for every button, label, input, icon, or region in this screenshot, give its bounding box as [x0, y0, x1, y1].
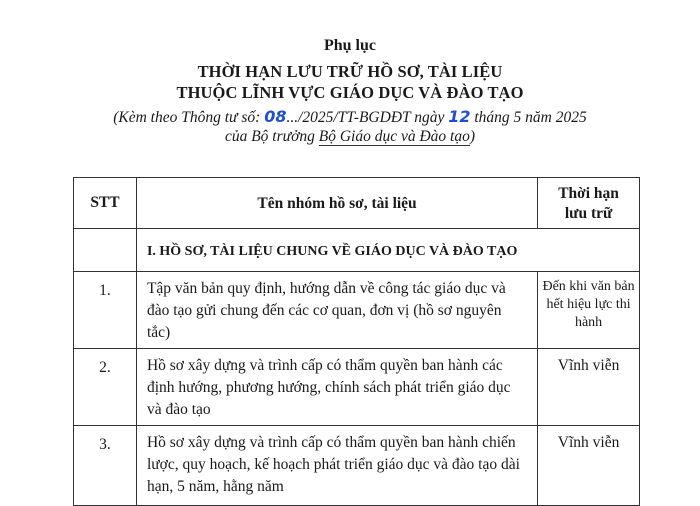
signer-prefix: của Bộ trưởng	[224, 128, 319, 145]
header-retention-line-1: Thời hạn	[558, 185, 619, 202]
document-title-line-1: THỜI HẠN LƯU TRỮ HỒ SƠ, TÀI LIỆU	[197, 62, 503, 81]
row-retention: Vĩnh viễn	[538, 426, 640, 506]
header-name: Tên nhóm hồ sơ, tài liệu	[136, 178, 537, 229]
row-stt: 2.	[74, 349, 137, 426]
table-row	[74, 272, 640, 349]
row-retention: Vĩnh viễn	[538, 349, 640, 426]
section-title: I. HỒ SƠ, TÀI LIỆU CHUNG VỀ GIÁO DỤC VÀ ĐÀO TẠO	[136, 229, 639, 272]
attachment-circular-code: .../2025/TT-BGDĐT ngày	[286, 109, 445, 126]
section-row	[74, 229, 640, 272]
section-stt-cell	[74, 229, 137, 272]
header-retention-line-2: lưu trữ	[564, 205, 613, 222]
signer-reference	[0, 128, 700, 146]
header-stt: STT	[74, 178, 137, 229]
row-name: Hồ sơ xây dựng và trình cấp có thẩm quyền ban hành các định hướng, phương hướng, chính sách phát triển giáo dục và đào tạo	[136, 349, 537, 426]
retention-table	[73, 177, 640, 506]
row-retention: Đến khi văn bản hết hiệu lực thi hành	[538, 272, 640, 349]
signer-suffix: )	[469, 128, 476, 145]
row-name: Tập văn bản quy định, hướng dẫn về công tác giáo dục và đào tạo gửi chung đến các cơ quan, đơn vị (hồ sơ nguyên tắc)	[136, 272, 537, 349]
signer-ministry: Bộ Giáo dục và Đào tạo	[318, 128, 470, 145]
handwritten-circular-number: 08	[264, 107, 287, 126]
header-retention	[538, 178, 640, 229]
row-stt: 3.	[74, 426, 137, 506]
row-stt: 1.	[74, 272, 137, 349]
handwritten-day: 12	[448, 107, 471, 126]
table-header-row	[74, 178, 640, 229]
attachment-date: tháng 5 năm 2025	[474, 109, 587, 126]
document-title-line-2: THUỘC LĨNH VỰC GIÁO DỤC VÀ ĐÀO TẠO	[176, 83, 524, 102]
attachment-prefix: (Kèm theo Thông tư số:	[113, 109, 261, 126]
table-row	[74, 349, 640, 426]
appendix-label: Phụ lục	[323, 37, 376, 54]
table-row	[74, 426, 640, 506]
attachment-reference	[0, 107, 700, 127]
row-name: Hồ sơ xây dựng và trình cấp có thẩm quyền ban hành chiến lược, quy hoạch, kế hoạch phát triển giáo dục và đào tạo dài hạn, 5 năm, hằng năm	[136, 426, 537, 506]
